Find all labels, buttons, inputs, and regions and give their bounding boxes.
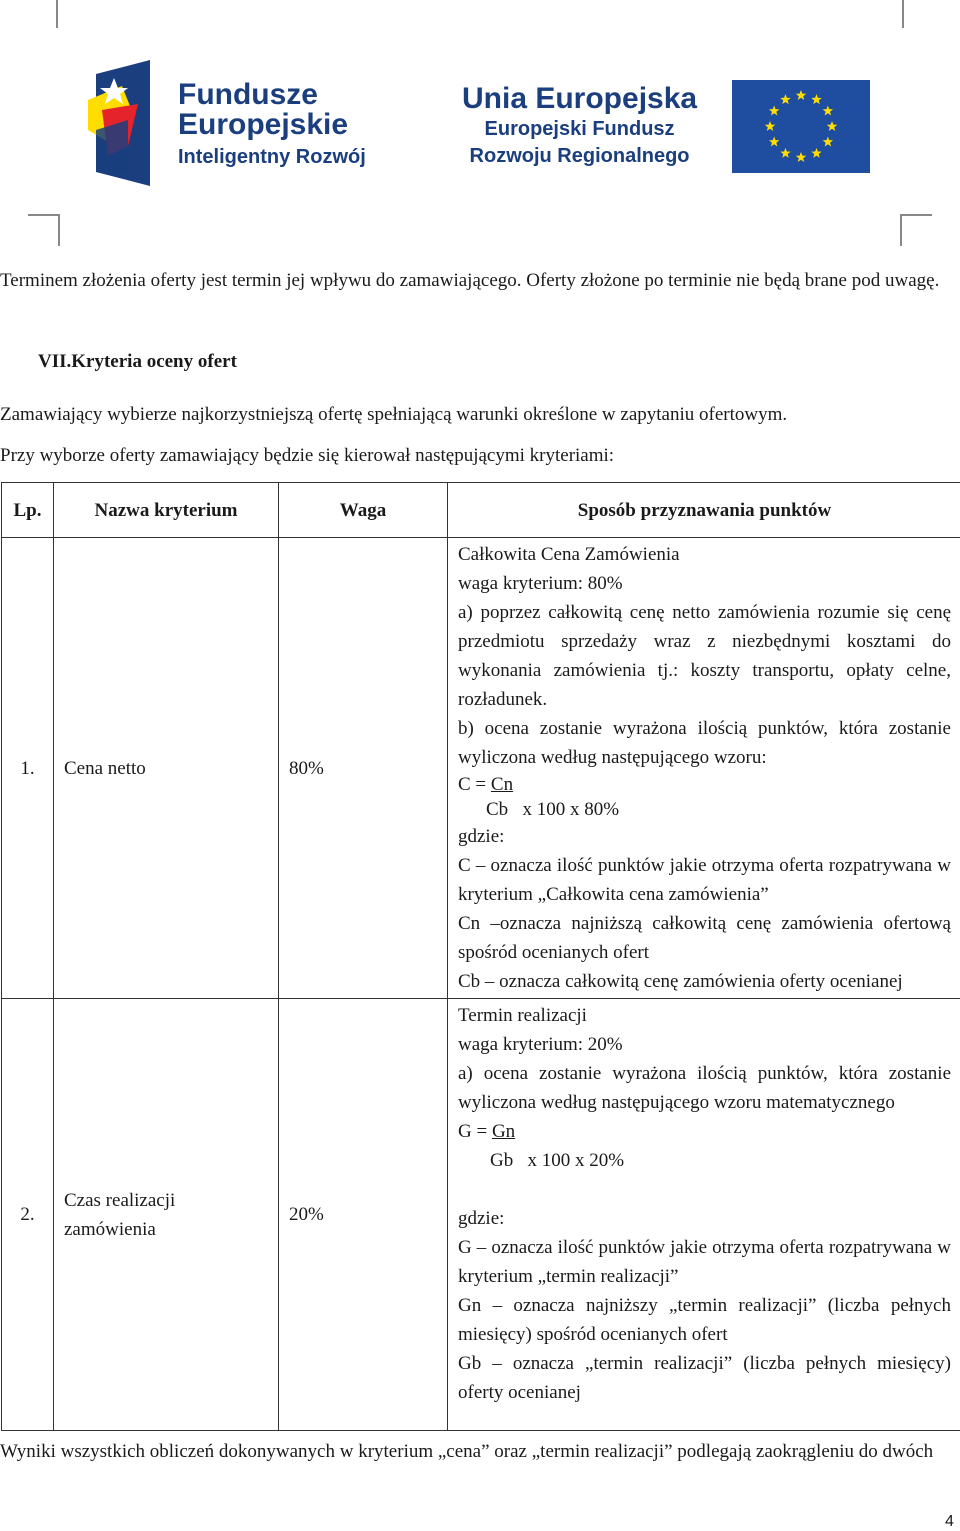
row2-formula-rest: x 100 x 20%: [527, 1150, 625, 1171]
header-weight: Waga: [279, 483, 448, 538]
row1-method-b: b) ocena zostanie wyrażona ilością punktów, która zostanie wyliczona według następującego wzoru:: [458, 718, 951, 768]
paragraph-rounding: Wyniki wszystkich obliczeń dokonywanych w kryterium „cena” oraz „termin realizacji” podlegają zaokrągleniu do dwóch: [0, 1441, 934, 1462]
paragraph-best-offer: Zamawiający wybierze najkorzystniejszą ofertę spełniającą warunki określone w zapytaniu ofertowym.: [0, 404, 788, 425]
row1-def-c: C – oznacza ilość punktów jakie otrzyma oferta rozpatrywana w kryterium „Całkowita cena zamówienia”: [458, 855, 951, 905]
row1-formula-denominator-line: [458, 798, 951, 822]
row1-formula-prefix: C =: [458, 774, 491, 795]
page-number: 4: [945, 1513, 954, 1530]
row2-gdzie: gdzie:: [458, 1208, 505, 1229]
criteria-table: [1, 482, 960, 1431]
row1-formula-numerator: Cn: [490, 774, 514, 795]
row2-name-text: Czas realizacji zamówienia: [64, 1189, 176, 1240]
crop-mark-top-right: [902, 0, 932, 28]
row2-method-weight: waga kryterium: 20%: [458, 1034, 623, 1055]
row2-method: [448, 999, 960, 1431]
row2-def-gn: Gn – oznacza najniższy „termin realizacji” (liczba pełnych miesięcy) spośród ocenianych ofert: [458, 1295, 951, 1345]
row1-def-cb: Cb – oznacza całkowitą cenę zamówienia oferty ocenianej: [458, 971, 903, 992]
row1-method-a: a) poprzez całkowitą cenę netto zamówienia rozumie się cenę przedmiotu sprzedaży wraz z niezbędnymi kosztami do wykonania zamówienia tj.: koszty transportu, opłaty celne, rozładunek.: [458, 602, 951, 710]
paragraph-submission-deadline: Terminem złożenia oferty jest termin jej wpływu do zamawiającego. Oferty złożone po terminie nie będą brane pod uwagę.: [0, 270, 940, 291]
row1-def-cn: Cn –oznacza najniższą całkowitą cenę zamówienia ofertową spośród ocenianych ofert: [458, 913, 951, 963]
logo-fe-line2: Europejskie: [178, 108, 349, 141]
row1-method-title: Całkowita Cena Zamówienia: [458, 544, 680, 565]
row2-formula-denominator: Gb: [490, 1150, 514, 1171]
table-row: [2, 538, 960, 999]
row1-lp: 1.: [2, 538, 54, 999]
row2-formula: [458, 1117, 951, 1146]
logo-fe-line1: Fundusze: [178, 78, 318, 111]
row2-formula-prefix: G =: [458, 1121, 492, 1142]
logo-ue-line3: Rozwoju Regionalnego: [469, 145, 690, 167]
row1-formula-denominator: Cb: [486, 799, 509, 820]
unia-europejska-logo-text: [462, 82, 697, 170]
row2-formula-numerator: Gn: [491, 1121, 516, 1142]
row2-method-a: a) ocena zostanie wyrażona ilością punktów, która zostanie wyliczona według następującego wzoru matematycznego: [458, 1063, 951, 1113]
fundusze-europejskie-logo-icon: [88, 60, 154, 186]
row2-weight: 20%: [279, 999, 448, 1431]
section-heading: VII.Kryteria oceny ofert: [38, 351, 237, 372]
table-header-row: [2, 483, 960, 538]
logo-fe-line3: Inteligentny Rozwój: [178, 146, 366, 168]
crop-mark-bottom-right: [900, 214, 932, 246]
header-method: Sposób przyznawania punktów: [448, 483, 960, 538]
row1-formula-rest: x 100 x 80%: [522, 799, 620, 820]
row2-def-g: G – oznacza ilość punktów jakie otrzyma oferta rozpatrywana w kryterium „termin realizacji”: [458, 1237, 951, 1287]
crop-mark-top-left: [28, 0, 58, 28]
row2-formula-denominator-line: [458, 1146, 951, 1175]
eu-flag-icon: [732, 80, 870, 173]
fundusze-europejskie-logo-text: [178, 80, 366, 172]
row1-formula: [458, 772, 951, 798]
row2-def-gb: Gb – oznacza „termin realizacji” (liczba pełnych miesięcy) oferty ocenianej: [458, 1353, 951, 1403]
row2-lp: 2.: [2, 999, 54, 1431]
logo-ue-line2: Europejski Fundusz: [484, 118, 675, 140]
crop-mark-bottom-left: [28, 214, 60, 246]
header-lp: Lp.: [2, 483, 54, 538]
row1-method: [448, 538, 960, 999]
row1-gdzie: gdzie:: [458, 826, 505, 847]
row1-method-weight: waga kryterium: 80%: [458, 573, 623, 594]
table-row: [2, 999, 960, 1431]
logo-ue-line1: Unia Europejska: [462, 82, 698, 115]
row2-method-title: Termin realizacji: [458, 1005, 587, 1026]
row1-weight: 80%: [279, 538, 448, 999]
header-name: Nazwa kryterium: [54, 483, 279, 538]
paragraph-criteria-intro: Przy wyborze oferty zamawiający będzie się kierował następującymi kryteriami:: [0, 445, 615, 466]
row2-name: [54, 999, 279, 1431]
row1-name: Cena netto: [54, 538, 279, 999]
